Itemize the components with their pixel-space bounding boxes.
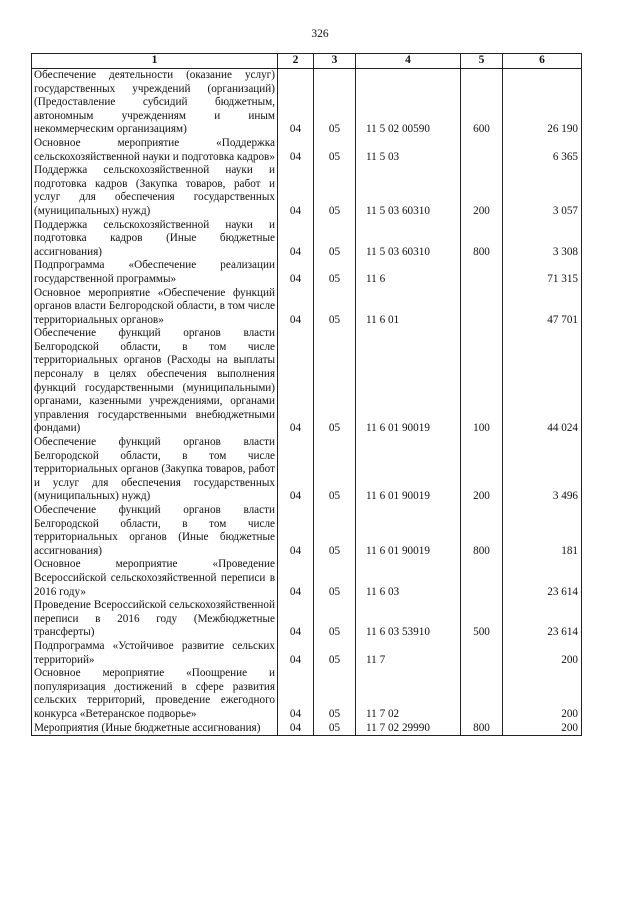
subsection-code-cell: 05	[314, 558, 356, 599]
subsection-code-cell: 05	[314, 287, 356, 328]
subsection-code-cell: 05	[314, 722, 356, 736]
target-article-cell: 11 6 01 90019	[356, 504, 461, 558]
amount-cell: 26 190	[503, 69, 582, 137]
subsection-code-cell: 05	[314, 219, 356, 260]
target-article-cell: 11 6 01 90019	[356, 436, 461, 504]
table-row	[32, 137, 582, 164]
amount-cell: 23 614	[503, 599, 582, 640]
amount-cell: 6 365	[503, 137, 582, 164]
table-row	[32, 599, 582, 640]
table-row	[32, 259, 582, 286]
table-row	[32, 722, 582, 736]
amount-cell: 200	[503, 722, 582, 736]
section-code-cell: 04	[278, 436, 314, 504]
subsection-code-cell: 05	[314, 327, 356, 436]
subsection-code-cell: 05	[314, 137, 356, 164]
expense-type-cell: 800	[461, 219, 503, 260]
expense-type-cell	[461, 287, 503, 328]
section-code-cell: 04	[278, 287, 314, 328]
row-name-cell: Обеспечение функций органов власти Белгородской области, в том числе территориальных органов (Расходы на выплаты персоналу в целях обеспечения выполнения функций государственными (муниципальными) органами, казенными учреждениями, органами управления государственными внебюджетными фондами)	[32, 327, 278, 436]
section-code-cell: 04	[278, 137, 314, 164]
page-number: 326	[311, 28, 329, 40]
expense-type-cell: 500	[461, 599, 503, 640]
section-code-cell: 04	[278, 69, 314, 137]
row-name-cell: Мероприятия (Иные бюджетные ассигнования)	[32, 722, 278, 736]
section-code-cell: 04	[278, 504, 314, 558]
target-article-cell: 11 6 01 90019	[356, 327, 461, 436]
section-code-cell: 04	[278, 722, 314, 736]
table-row	[32, 327, 582, 436]
expense-type-cell	[461, 640, 503, 667]
target-article-cell: 11 6 03 53910	[356, 599, 461, 640]
table-row	[32, 667, 582, 721]
table-row	[32, 164, 582, 218]
row-name-cell: Обеспечение функций органов власти Белгородской области, в том числе территориальных органов (Закупка товаров, работ и услуг для обеспечения государственных (муниципальных) нужд)	[32, 436, 278, 504]
expense-type-cell	[461, 667, 503, 721]
expense-type-cell: 200	[461, 164, 503, 218]
row-name-cell: Проведение Всероссийской сельскохозяйственной переписи в 2016 году (Межбюджетные трансферты)	[32, 599, 278, 640]
expense-type-cell	[461, 259, 503, 286]
subsection-code-cell: 05	[314, 504, 356, 558]
row-name-cell: Основное мероприятие «Поощрение и популяризация достижений в сфере развития сельских территорий, проведение ежегодного конкурса «Ветеранское подворье»	[32, 667, 278, 721]
amount-cell: 3 496	[503, 436, 582, 504]
column-header: 4	[356, 54, 461, 69]
table-row	[32, 640, 582, 667]
row-name-cell: Обеспечение функций органов власти Белгородской области, в том числе территориальных органов (Иные бюджетные ассигнования)	[32, 504, 278, 558]
table-row	[32, 287, 582, 328]
target-article-cell: 11 6	[356, 259, 461, 286]
table-row	[32, 504, 582, 558]
amount-cell: 181	[503, 504, 582, 558]
amount-cell: 200	[503, 667, 582, 721]
expense-type-cell: 200	[461, 436, 503, 504]
column-header: 6	[503, 54, 582, 69]
table-row	[32, 69, 582, 137]
section-code-cell: 04	[278, 558, 314, 599]
subsection-code-cell: 05	[314, 259, 356, 286]
amount-cell: 3 308	[503, 219, 582, 260]
header-row	[32, 54, 582, 69]
row-name-cell: Подпрограмма «Устойчивое развитие сельских территорий»	[32, 640, 278, 667]
target-article-cell: 11 5 03 60310	[356, 164, 461, 218]
section-code-cell: 04	[278, 640, 314, 667]
target-article-cell: 11 5 03	[356, 137, 461, 164]
section-code-cell: 04	[278, 164, 314, 218]
subsection-code-cell: 05	[314, 164, 356, 218]
target-article-cell: 11 6 01	[356, 287, 461, 328]
row-name-cell: Основное мероприятие «Проведение Всероссийской сельскохозяйственной переписи в 2016 году»	[32, 558, 278, 599]
column-header: 1	[32, 54, 278, 69]
row-name-cell: Обеспечение деятельности (оказание услуг) государственных учреждений (организаций) (Предоставление субсидий бюджетным, автономным учреждениям и иным некоммерческим организациям)	[32, 69, 278, 137]
column-header: 5	[461, 54, 503, 69]
table-row	[32, 436, 582, 504]
expense-type-cell	[461, 558, 503, 599]
target-article-cell: 11 5 03 60310	[356, 219, 461, 260]
subsection-code-cell: 05	[314, 599, 356, 640]
amount-cell: 200	[503, 640, 582, 667]
section-code-cell: 04	[278, 259, 314, 286]
row-name-cell: Основное мероприятие «Обеспечение функций органов власти Белгородской области, в том числе территориальных органов»	[32, 287, 278, 328]
section-code-cell: 04	[278, 667, 314, 721]
expense-type-cell	[461, 137, 503, 164]
budget-table	[31, 53, 582, 736]
expense-type-cell: 800	[461, 722, 503, 736]
column-header: 3	[314, 54, 356, 69]
subsection-code-cell: 05	[314, 436, 356, 504]
section-code-cell: 04	[278, 219, 314, 260]
column-header: 2	[278, 54, 314, 69]
table-row	[32, 219, 582, 260]
target-article-cell: 11 7 02	[356, 667, 461, 721]
section-code-cell: 04	[278, 327, 314, 436]
target-article-cell: 11 7	[356, 640, 461, 667]
target-article-cell: 11 7 02 29990	[356, 722, 461, 736]
amount-cell: 3 057	[503, 164, 582, 218]
amount-cell: 44 024	[503, 327, 582, 436]
subsection-code-cell: 05	[314, 69, 356, 137]
subsection-code-cell: 05	[314, 640, 356, 667]
row-name-cell: Поддержка сельскохозяйственной науки и подготовка кадров (Закупка товаров, работ и услуг для обеспечения государственных (муниципальных) нужд)	[32, 164, 278, 218]
subsection-code-cell: 05	[314, 667, 356, 721]
row-name-cell: Поддержка сельскохозяйственной науки и подготовка кадров (Иные бюджетные ассигнования)	[32, 219, 278, 260]
expense-type-cell: 100	[461, 327, 503, 436]
table-row	[32, 558, 582, 599]
expense-type-cell: 800	[461, 504, 503, 558]
amount-cell: 23 614	[503, 558, 582, 599]
amount-cell: 71 315	[503, 259, 582, 286]
target-article-cell: 11 6 03	[356, 558, 461, 599]
expense-type-cell: 600	[461, 69, 503, 137]
amount-cell: 47 701	[503, 287, 582, 328]
section-code-cell: 04	[278, 599, 314, 640]
row-name-cell: Основное мероприятие «Поддержка сельскохозяйственной науки и подготовка кадров»	[32, 137, 278, 164]
row-name-cell: Подпрограмма «Обеспечение реализации государственной программы»	[32, 259, 278, 286]
target-article-cell: 11 5 02 00590	[356, 69, 461, 137]
